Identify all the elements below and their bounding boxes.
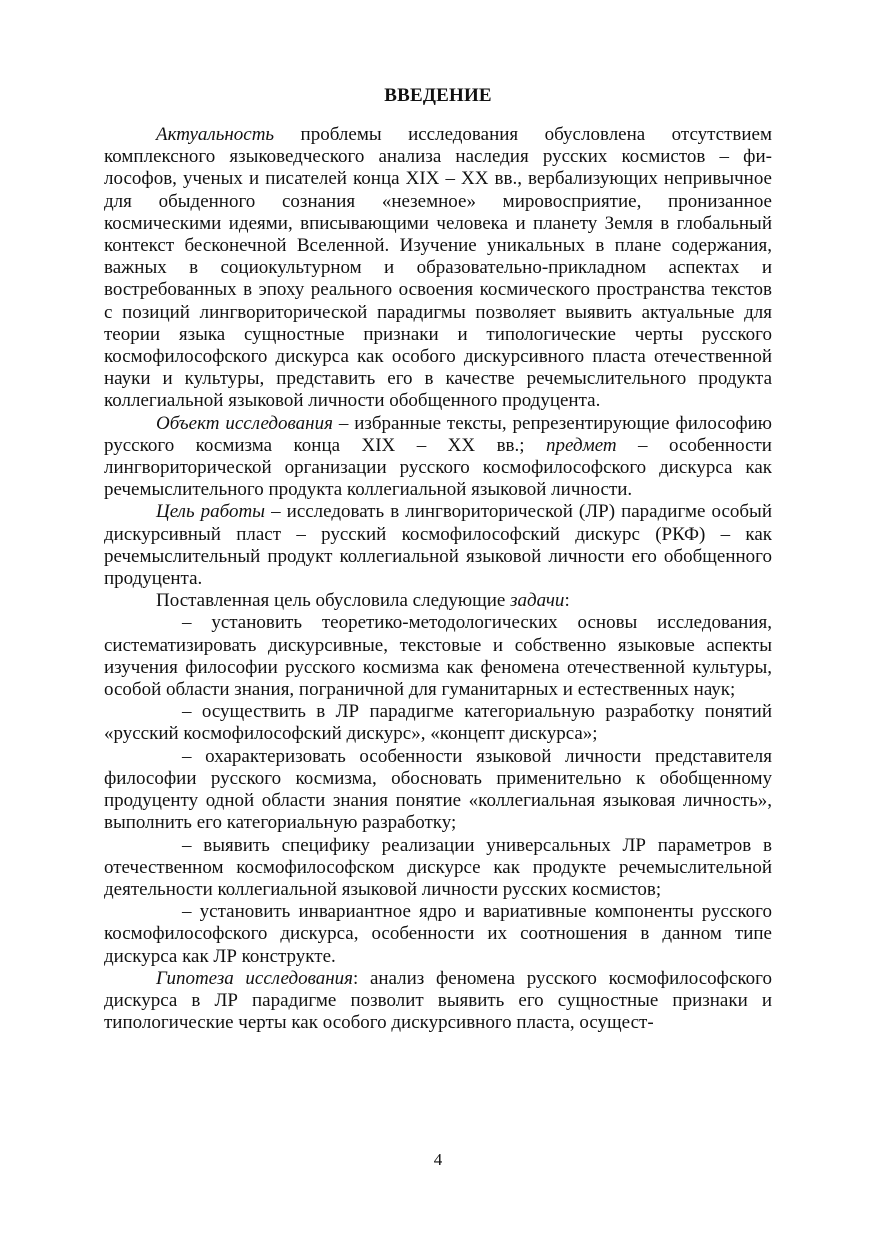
paragraph-hypothesis-text: : анализ феномена русского космофилософского дискурса в ЛР парадигме позволит выявить его сущностные признаки и типологические черты как особого дискурсивного пласта, осущест-	[104, 967, 772, 1034]
list-item: – выявить специфику реализации универсальных ЛР параметров в отечественном космофилософском дискурсе как продукте речемыслительной деятельности коллегиальной языковой личности русских космистов;	[104, 834, 772, 900]
list-item: – охарактеризовать особенности языковой личности представителя философии русского космизма, обосновать применительно к обобщенному продуценту одной области знания понятие «коллегиальная языковая личность», выполнить его категориальную разработку;	[104, 745, 772, 834]
document-page	[104, 84, 772, 1034]
page-title: ВВЕДЕНИЕ	[384, 85, 492, 106]
paragraph-object	[104, 413, 772, 502]
paragraph-tasks-intro	[104, 590, 772, 612]
term-hypothesis: Гипотеза исследования	[156, 967, 353, 989]
paragraph-relevance	[104, 124, 772, 413]
term-subject: предмет	[546, 434, 617, 456]
tasks-intro-tail: :	[564, 590, 570, 612]
list-item: – осуществить в ЛР парадигме категориальную разработку понятий «русский космофилософский дискурс», «концепт дискурса»;	[104, 701, 772, 745]
term-tasks: задачи	[510, 590, 565, 612]
list-item: – установить теоретико-методологических основы исследования, систематизировать дискурсивные, текстовые и собственно языковые аспекты изучения философии русского космизма как феномена отечественной культуры, особой области знания, пограничной для гуманитарных и естественных наук;	[104, 612, 772, 701]
paragraph-object-text: – избранные тексты, репрезентирующие философию русского космизма конца XIX – XX вв.;	[104, 412, 772, 456]
term-goal: Цель работы	[156, 501, 266, 523]
paragraph-subject-text: – особенности лингвориторической организации русского космофилософского дискурса как речемыслительного продукта коллегиальной языковой личности.	[104, 434, 772, 501]
term-object: Объект исследования	[156, 412, 333, 434]
paragraph-relevance-text: проблемы исследования обусловлена отсутствием комплексного языковедческого анализа наследия русских космистов – философов, ученых и писателей конца XIX – XX вв., вербализующих непривычное для обыденного сознания «неземное» мировосприятие, пронизанное космическими идеями, вписывающими человека и планету Земля в глобальный контекст бесконечной Вселенной. Изучение уникальных в плане содержания, важных в социокультурном и образовательно-прикладном аспектах и востребованных в эпоху реального освоения космического пространства текстов с позиций лингвориторической парадигмы позволяет выявить актуальные для теории языка сущностные признаки и типологические черты русского космофилософского дискурса как особого дискурсивного пласта отечественной науки и культуры, представить его в качестве речемыслительного продукта коллегиальной языковой личности обобщенного продуцента.	[104, 124, 772, 412]
paragraph-goal-text: – исследовать в лингвориторической (ЛР) парадигме особый дискурсивный пласт – русский космофилософский дискурс (РКФ) – как речемыслительный продукт коллегиальной языковой личности его обобщенного продуцента.	[104, 501, 772, 590]
tasks-intro-text: Поставленная цель обусловила следующие	[156, 590, 511, 612]
paragraph-hypothesis	[104, 968, 772, 1035]
term-relevance: Актуальность	[156, 124, 275, 145]
page-number: 4	[433, 1150, 443, 1169]
list-item: – установить инвариантное ядро и вариативные компоненты русского космофилософского дискурса, особенности их соотношения в данном типе дискурса как ЛР конструкте.	[104, 901, 772, 967]
paragraph-goal	[104, 501, 772, 590]
